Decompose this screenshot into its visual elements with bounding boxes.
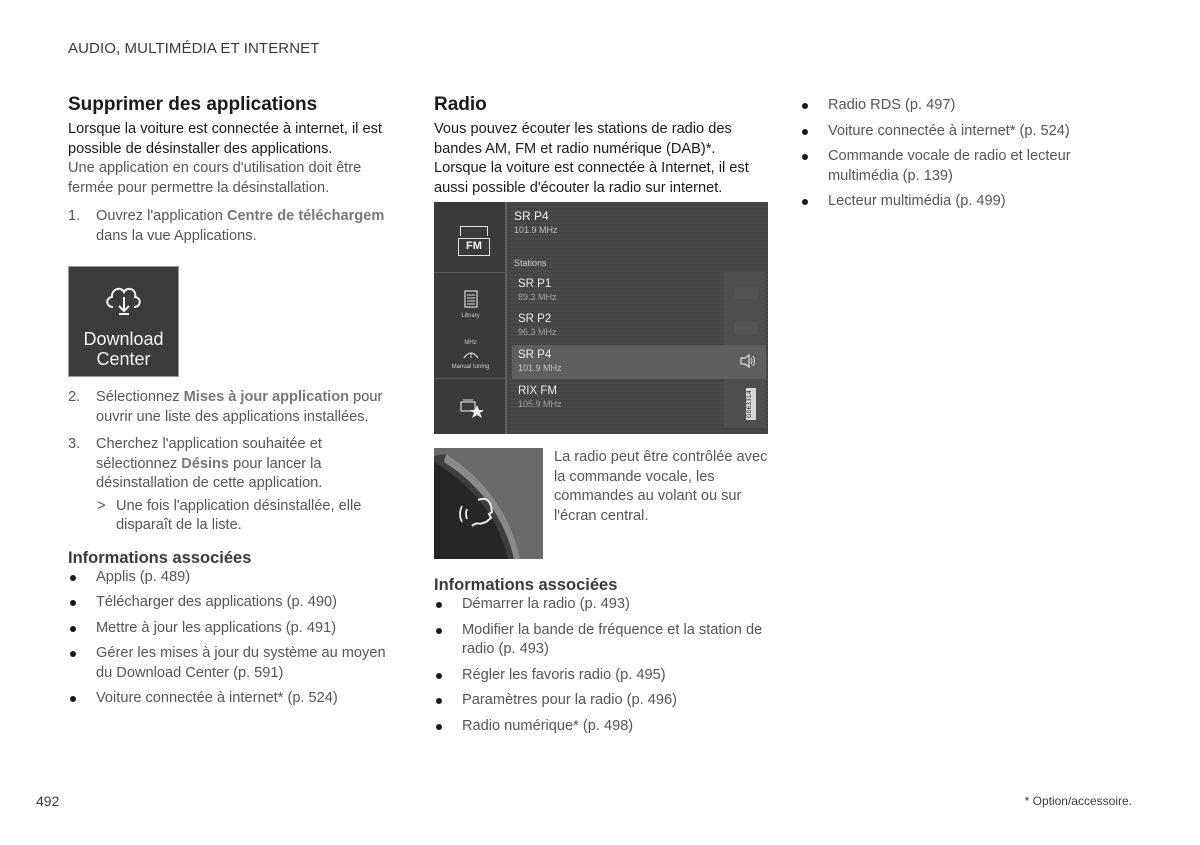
apps-lead: Lorsque la voiture est connectée à internet, il est possible de désinstaller des applications.: [68, 121, 382, 157]
related-link[interactable]: Voiture connectée à internet* (p. 524): [800, 122, 1130, 142]
download-center-tile: [68, 266, 179, 377]
step-number: 3.: [68, 436, 81, 452]
related-link[interactable]: Voiture connectée à internet* (p. 524): [68, 689, 403, 709]
favorite-slot: [734, 287, 758, 299]
step-2: [68, 388, 403, 427]
favorite-radio-icon: [434, 396, 507, 423]
step-highlight: Mises à jour application: [183, 389, 350, 405]
station-row-active: SR P4 101.9 MHz: [512, 345, 766, 379]
bullet-icon: [802, 129, 808, 135]
radio-related-title: Informations associées: [434, 576, 618, 594]
now-playing-name: SR P4: [514, 209, 549, 223]
step-text: Sélectionnez: [96, 389, 184, 405]
library-icon: [434, 290, 507, 319]
figure-code: G063314: [746, 388, 756, 420]
related-link[interactable]: Télécharger des applications (p. 490): [68, 593, 403, 613]
step-result: [68, 497, 403, 536]
favorite-slot: [734, 322, 758, 334]
step-text: dans la vue Applications.: [96, 227, 257, 244]
radio-sidebar: [434, 202, 507, 434]
page-number: 492: [36, 793, 60, 809]
related-link[interactable]: Radio numérique* (p. 498): [434, 717, 770, 737]
radio-title: Radio: [434, 94, 487, 115]
mhz-label: MHz: [464, 340, 477, 346]
footnote: * Option/accessoire.: [1024, 794, 1132, 808]
related-link[interactable]: Mettre à jour les applications (p. 491): [68, 619, 403, 639]
related-link[interactable]: Commande vocale de radio et lecteur multimédia (p. 139): [800, 147, 1130, 186]
related-link[interactable]: Radio RDS (p. 497): [800, 96, 1130, 116]
station-row: SR P2 96.3 MHz: [518, 313, 557, 337]
related-link[interactable]: Applis (p. 489): [68, 568, 403, 588]
bullet-icon: [436, 673, 442, 679]
station-row: SR P1 89.3 MHz: [518, 278, 557, 302]
step-3: [68, 435, 403, 494]
steering-voice-button-image: [434, 448, 543, 559]
related-link[interactable]: Paramètres pour la radio (p. 496): [434, 691, 770, 711]
radio-lead: Vous pouvez écouter les stations de radio des bandes AM, FM et radio numérique (DAB)*. Lorsque la voiture est connectée à Internet, il est aussi possible d'écouter la radio sur internet.: [434, 121, 749, 196]
bullet-icon: [802, 199, 808, 205]
apps-column: [68, 94, 403, 715]
bullet-icon: [802, 103, 808, 109]
bullet-icon: [802, 154, 808, 160]
now-playing-frequency: 101.9 MHz: [514, 225, 558, 235]
step-highlight: Centre de téléchargem: [226, 208, 385, 224]
bullet-icon: [70, 696, 76, 702]
apps-intro: Une application en cours d'utilisation doit être fermée pour permettre la désinstallation.: [68, 160, 362, 196]
manual-tuning-icon: [434, 340, 507, 370]
bullet-icon: [436, 724, 442, 730]
result-text: Une fois l'application désinstallée, elle disparaît de la liste.: [116, 497, 362, 533]
step-text: pour ouvrir une liste des applications installées.: [96, 389, 383, 425]
bullet-icon: [70, 575, 76, 581]
result-marker: >: [97, 497, 106, 514]
apps-title: Supprimer des applications: [68, 94, 318, 115]
step-highlight: Désins: [181, 455, 230, 472]
fm-icon: FM: [458, 238, 490, 256]
divider: [434, 272, 507, 273]
related-link[interactable]: Lecteur multimédia (p. 499): [800, 192, 1130, 212]
related-link[interactable]: Démarrer la radio (p. 493): [434, 595, 770, 615]
stations-label: Stations: [514, 258, 547, 268]
step-text: Ouvrez l'application: [96, 208, 227, 224]
apps-related-title: Informations associées: [68, 548, 252, 567]
related-link[interactable]: Gérer les mises à jour du système au moyen du Download Center (p. 591): [68, 644, 403, 683]
station-row: RIX FM 105.9 MHz: [518, 385, 562, 409]
tile-label-line1: Download: [83, 329, 164, 349]
section-header: AUDIO, MULTIMÉDIA ET INTERNET: [68, 40, 320, 57]
bullet-icon: [436, 602, 442, 608]
step-number: 2.: [68, 389, 81, 405]
radio-related-list: [434, 595, 770, 736]
tile-label-line2: Center: [96, 349, 151, 369]
radio-screen-image: [434, 202, 768, 434]
related-continued-column: [800, 96, 1130, 218]
bullet-icon: [70, 651, 76, 657]
voice-caption: La radio peut être contrôlée avec la commande vocale, les commandes au volant ou sur l'écran central.: [554, 449, 768, 524]
step-number: 1.: [68, 208, 81, 224]
manual-tuning-label: Manual tuning: [451, 364, 490, 370]
bullet-icon: [70, 600, 76, 606]
radio-related-list-continued: [800, 96, 1130, 212]
related-link[interactable]: Modifier la bande de fréquence et la station de radio (p. 493): [434, 621, 770, 660]
related-link[interactable]: Régler les favoris radio (p. 495): [434, 666, 770, 686]
bullet-icon: [436, 628, 442, 634]
radio-column: [434, 94, 770, 742]
library-label: Library: [461, 313, 480, 319]
bullet-icon: [70, 626, 76, 632]
cloud-download-icon: [103, 281, 145, 317]
speaker-icon: [740, 354, 758, 371]
bullet-icon: [436, 698, 442, 704]
step-text: pour lancer la désinstallation de cette application.: [96, 455, 323, 491]
divider: [434, 378, 507, 379]
step-1: [68, 207, 403, 246]
voice-control-block: [434, 448, 770, 560]
step-text: Cherchez l'application souhaitée et sélectionnez: [96, 436, 322, 472]
antenna-icon: [460, 226, 488, 236]
apps-related-list: [68, 568, 403, 709]
